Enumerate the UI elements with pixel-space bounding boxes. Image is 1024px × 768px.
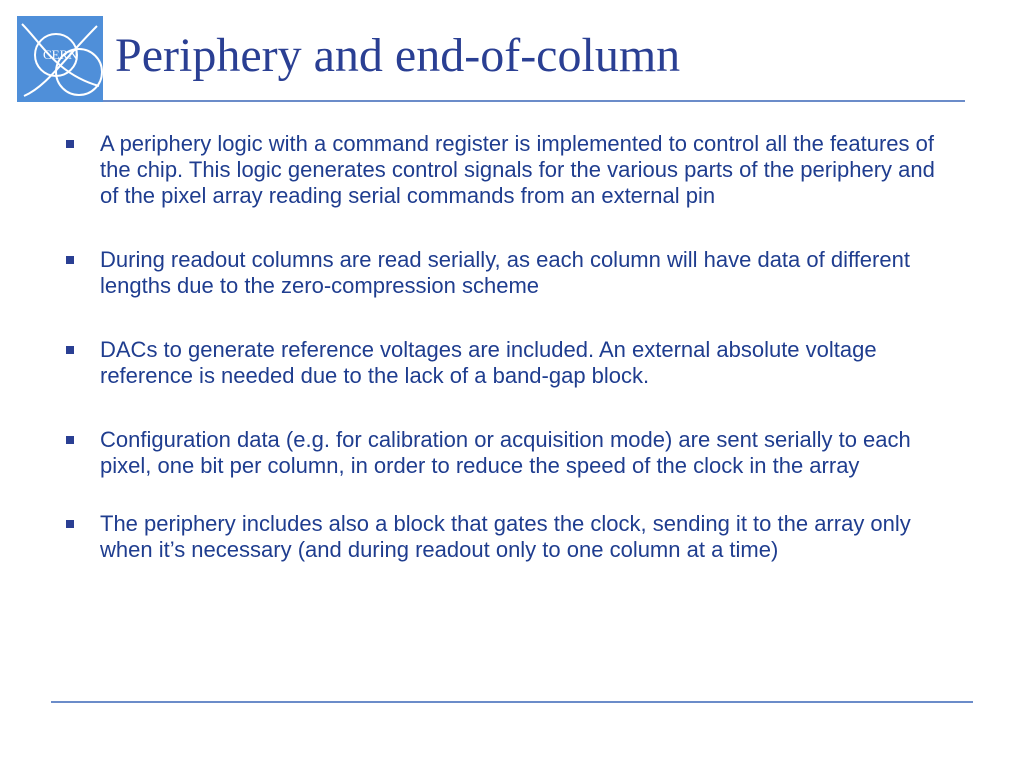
cern-logo-text: CERN: [43, 47, 78, 62]
bullet-text: During readout columns are read serially, as each column will have data of different lengths due to the zero-compression scheme: [100, 247, 910, 298]
bullet-item: [64, 511, 944, 563]
bullet-item: [64, 427, 944, 479]
footer-divider: [51, 701, 973, 703]
bullet-marker-icon: [66, 436, 74, 444]
bullet-marker-icon: [66, 346, 74, 354]
bullet-text: Configuration data (e.g. for calibration or acquisition mode) are sent serially to each pixel, one bit per column, in order to reduce the speed of the clock in the array: [100, 427, 911, 478]
title-divider: [103, 100, 965, 102]
bullet-text: DACs to generate reference voltages are included. An external absolute voltage reference is needed due to the lack of a band-gap block.: [100, 337, 877, 388]
bullet-marker-icon: [66, 256, 74, 264]
bullet-item: [64, 247, 944, 299]
bullet-item: [64, 131, 944, 209]
cern-logo-graphic: [17, 16, 103, 102]
bullet-list: [64, 131, 944, 563]
bullet-marker-icon: [66, 520, 74, 528]
slide-title: Periphery and end-of-column: [115, 29, 681, 82]
bullet-marker-icon: [66, 140, 74, 148]
bullet-text: The periphery includes also a block that gates the clock, sending it to the array only when it’s necessary (and during readout only to one column at a time): [100, 511, 911, 562]
cern-logo: [17, 16, 103, 102]
bullet-item: [64, 337, 944, 389]
bullet-text: A periphery logic with a command register is implemented to control all the features of the chip. This logic generates control signals for the various parts of the periphery and of the pixel array reading serial commands from an external pin: [100, 131, 935, 208]
